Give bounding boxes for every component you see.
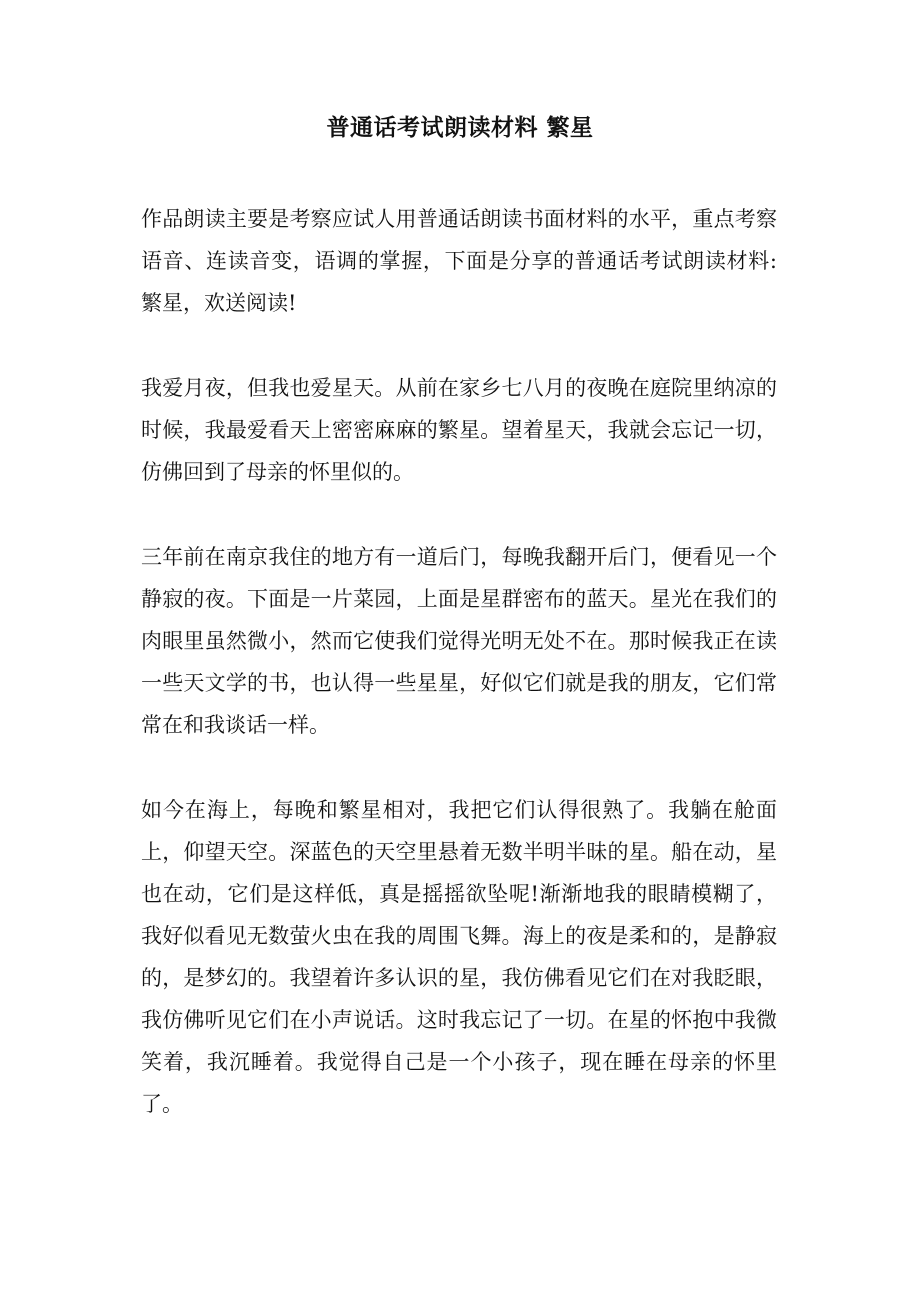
body-paragraph-1: 我爱月夜，但我也爱星天。从前在家乡七八月的夜晚在庭院里纳凉的时候，我最爱看天上密密麻麻的繁星。望着星天，我就会忘记一切，仿佛回到了母亲的怀里似的。: [141, 376, 777, 484]
document-title: 普通话考试朗读材料 繁星: [326, 114, 594, 141]
intro-paragraph: 作品朗读主要是考察应试人用普通话朗读书面材料的水平，重点考察语音、连读音变，语调的掌握，下面是分享的普通话考试朗读材料:繁星，欢送阅读!: [141, 207, 777, 315]
body-paragraph-2: 三年前在南京我住的地方有一道后门，每晚我翻开后门，便看见一个静寂的夜。下面是一片菜园，上面是星群密布的蓝天。星光在我们的肉眼里虽然微小，然而它使我们觉得光明无处不在。那时候我正在读一些天文学的书，也认得一些星星，好似它们就是我的朋友，它们常常在和我谈话一样。: [141, 545, 777, 737]
document-body: [141, 198, 777, 1168]
body-paragraph-3: 如今在海上，每晚和繁星相对，我把它们认得很熟了。我躺在舱面上，仰望天空。深蓝色的天空里悬着无数半明半昧的星。船在动，星也在动，它们是这样低，真是摇摇欲坠呢!渐渐地我的眼睛模糊了，我好似看见无数萤火虫在我的周围飞舞。海上的夜是柔和的，是静寂的，是梦幻的。我望着许多认识的星，我仿佛看见它们在对我眨眼，我仿佛听见它们在小声说话。这时我忘记了一切。在星的怀抱中我微笑着，我沉睡着。我觉得自己是一个小孩子，现在睡在母亲的怀里了。: [141, 798, 777, 1116]
